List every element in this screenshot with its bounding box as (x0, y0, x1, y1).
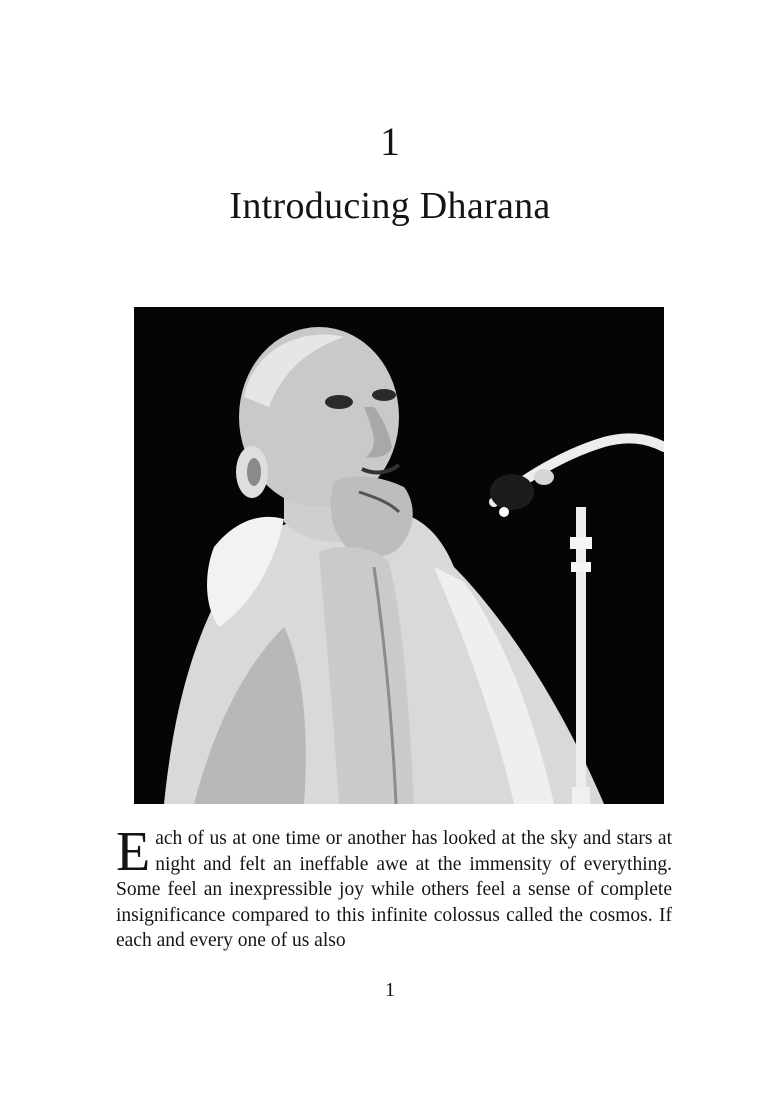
page-number: 1 (385, 979, 395, 1001)
chapter-photo (134, 307, 664, 804)
chapter-number: 1 (380, 119, 400, 164)
body-paragraph (116, 821, 672, 954)
chapter-title: Introducing Dharana (229, 185, 551, 227)
drop-cap: E (116, 821, 151, 883)
paragraph-text: ach of us at one time or another has looked at the sky and stars at night and felt an ineffable awe at the immensity of everything. Some feel an inexpressible joy while others feel a sense of complete insignificance compared to this infinite colossus called the cosmos. If each and every one of us also (116, 828, 672, 951)
